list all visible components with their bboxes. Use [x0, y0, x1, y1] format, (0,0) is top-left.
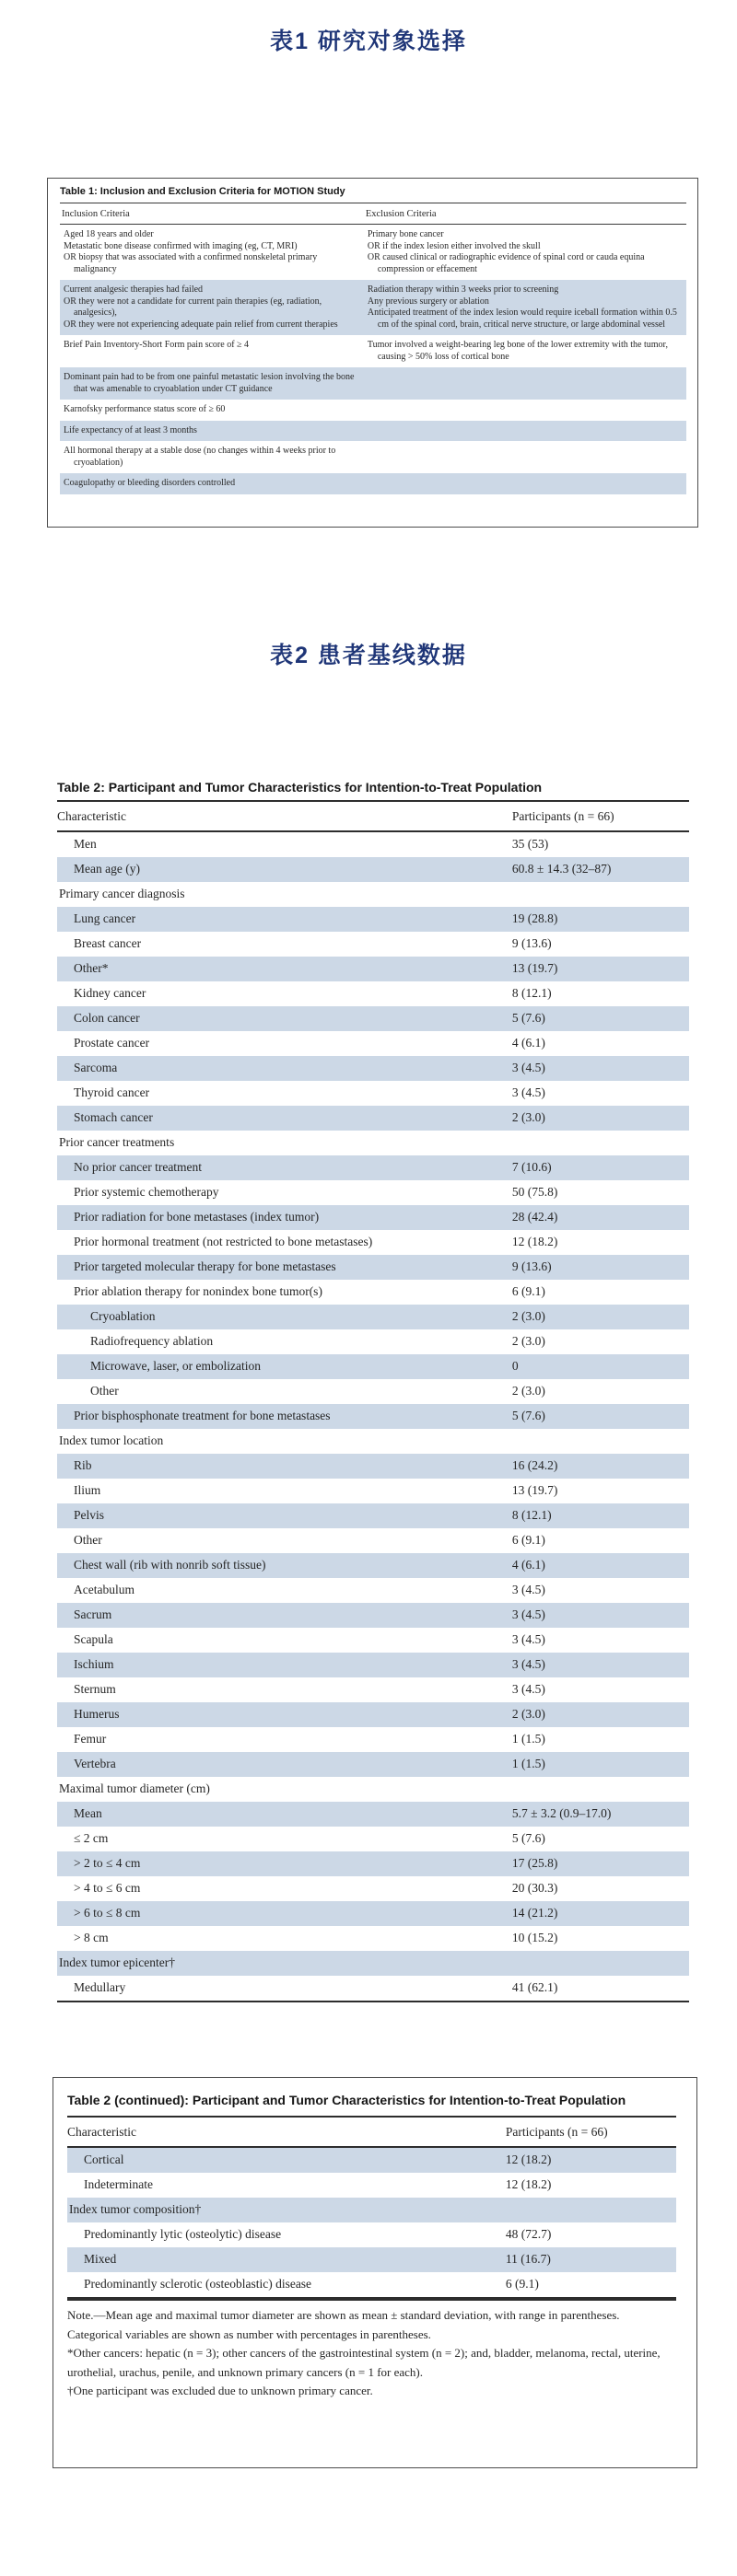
participants-value: 12 (18.2) — [511, 1235, 558, 1248]
characteristic-label: Stomach cancer — [57, 1106, 512, 1131]
characteristic-label: Predominantly sclerotic (osteoblastic) disease — [84, 2277, 312, 2291]
inclusion-cell — [60, 225, 364, 281]
inclusion-criterion: OR they were not experiencing adequate pain relief from current therapies — [64, 319, 338, 330]
criteria-row — [60, 280, 686, 335]
participants-value: 8 (12.1) — [512, 1503, 689, 1528]
characteristic-label: Prior targeted molecular therapy for bone metastases — [57, 1255, 512, 1280]
table-row — [57, 1155, 689, 1180]
participants-value: 1 (1.5) — [512, 1752, 689, 1777]
participants-header: Participants (n = 66) — [512, 801, 689, 831]
participants-value: 1 (1.5) — [511, 1732, 545, 1746]
participants-value: 41 (62.1) — [511, 1980, 558, 1994]
participants-value: 50 (75.8) — [511, 1185, 558, 1199]
inclusion-criterion: OR they were not a candidate for current pain therapies (eg, radiation, analgesics), — [64, 296, 322, 318]
participants-value: 2 (3.0) — [511, 1384, 545, 1398]
characteristic-label: Prior radiation for bone metastases (index tumor) — [57, 1205, 512, 1230]
table-row — [57, 1081, 689, 1106]
characteristic-label: Other — [90, 1384, 119, 1398]
table-row — [67, 2222, 676, 2247]
table-row — [57, 1528, 689, 1553]
characteristic-label: Maximal tumor diameter (cm) — [59, 1781, 210, 1795]
inclusion-cell — [60, 367, 364, 400]
section-row — [57, 882, 689, 907]
participants-value — [512, 882, 689, 907]
participants-value: 14 (21.2) — [512, 1901, 689, 1926]
table-row — [57, 1031, 689, 1056]
exclusion-cell — [364, 225, 686, 281]
characteristic-label: Index tumor composition† — [67, 2198, 506, 2222]
inclusion-criteria-header: Inclusion Criteria — [60, 203, 364, 225]
table-footnotes — [67, 2299, 676, 2401]
characteristic-label: Primary cancer diagnosis — [59, 887, 185, 900]
characteristic-label: > 8 cm — [74, 1931, 109, 1944]
characteristic-label: Prior hormonal treatment (not restricted to bone metastases) — [74, 1235, 373, 1248]
characteristic-label: Ilium — [74, 1483, 101, 1497]
characteristic-label: Sternum — [74, 1682, 116, 1696]
characteristic-label: Femur — [74, 1732, 107, 1746]
participants-value: 48 (72.7) — [505, 2227, 552, 2241]
participants-value: 0 — [512, 1354, 689, 1379]
exclusion-cell — [364, 421, 686, 442]
participants-value: 5 (7.6) — [512, 1404, 689, 1429]
criteria-row — [60, 421, 686, 442]
criteria-row — [60, 367, 686, 400]
characteristic-label: Lung cancer — [57, 907, 512, 932]
characteristic-label: > 4 to ≤ 6 cm — [74, 1881, 141, 1895]
characteristic-header: Characteristic — [57, 801, 512, 831]
section-row — [57, 1429, 689, 1454]
inclusion-cell — [60, 280, 364, 335]
participants-value: 3 (4.5) — [511, 1085, 545, 1099]
section-row — [57, 1777, 689, 1802]
characteristic-label: Ischium — [57, 1653, 512, 1677]
participants-value: 2 (3.0) — [512, 1702, 689, 1727]
exclusion-cell — [364, 473, 686, 494]
exclusion-cell — [364, 335, 686, 367]
participants-value — [512, 1429, 689, 1454]
inclusion-criterion: OR biopsy that was associated with a confirmed nonskeletal primary malignancy — [64, 252, 318, 274]
characteristic-label: Men — [74, 837, 97, 851]
table-row — [67, 2272, 676, 2298]
table1-header-row — [60, 203, 686, 225]
table-row — [57, 1653, 689, 1677]
table-row — [57, 1404, 689, 1429]
characteristic-header: Characteristic — [67, 2117, 506, 2147]
characteristic-label: Prior bisphosphonate treatment for bone metastases — [57, 1404, 512, 1429]
criteria-row — [60, 400, 686, 421]
table-row — [57, 1677, 689, 1702]
table2-continued-title: Table 2 (continued): Participant and Tumor Characteristics for Intention-to-Treat Population — [67, 2093, 626, 2107]
participants-value: 20 (30.3) — [511, 1881, 558, 1895]
participants-value: 3 (4.5) — [511, 1682, 545, 1696]
participants-value: 5.7 ± 3.2 (0.9–17.0) — [512, 1802, 689, 1827]
inclusion-cell — [60, 441, 364, 473]
table-row — [57, 1553, 689, 1578]
characteristic-label: Other — [74, 1533, 102, 1547]
characteristic-label: Mixed — [67, 2247, 506, 2272]
section-heading-table1: 表1 研究对象选择 — [270, 29, 467, 54]
characteristic-label: Radiofrequency ablation — [90, 1334, 214, 1348]
participants-header: Participants (n = 66) — [506, 2117, 676, 2147]
characteristic-label: Index tumor epicenter† — [57, 1951, 512, 1976]
table2-continued-box — [53, 2077, 697, 2468]
characteristic-label: Colon cancer — [57, 1006, 512, 1031]
characteristic-label: Microwave, laser, or embolization — [57, 1354, 512, 1379]
participants-value: 16 (24.2) — [512, 1454, 689, 1479]
table-row — [57, 1255, 689, 1280]
characteristic-label: Cryoablation — [57, 1305, 512, 1329]
inclusion-criterion: Dominant pain had to be from one painful metastatic lesion involving the bone that was amenable to cryoablation under CT guidance — [64, 372, 355, 394]
characteristic-label: > 6 to ≤ 8 cm — [57, 1901, 512, 1926]
table-row — [57, 1851, 689, 1876]
participants-value: 3 (4.5) — [512, 1603, 689, 1628]
participants-value: 2 (3.0) — [511, 1334, 545, 1348]
participants-value — [512, 1951, 689, 1976]
section-row — [57, 1951, 689, 1976]
participant-characteristics-table — [57, 800, 689, 2002]
table-row — [57, 1727, 689, 1752]
participants-value: 35 (53) — [511, 837, 549, 851]
table-row — [57, 1280, 689, 1305]
section-row — [67, 2198, 676, 2222]
participants-value: 10 (15.2) — [511, 1931, 558, 1944]
characteristic-label: Humerus — [57, 1702, 512, 1727]
table-row — [57, 981, 689, 1006]
participants-value: 11 (16.7) — [506, 2247, 676, 2272]
characteristic-label: Chest wall (rib with nonrib soft tissue) — [57, 1553, 512, 1578]
table2-continued-header-row — [67, 2117, 676, 2147]
exclusion-criterion: OR caused clinical or radiographic evidence of spinal cord or cauda equina compression or effacement — [367, 252, 645, 274]
characteristic-label: Predominantly lytic (osteolytic) disease — [84, 2227, 282, 2241]
characteristic-label: Breast cancer — [74, 936, 142, 950]
table1-box — [47, 178, 698, 528]
criteria-row — [60, 225, 686, 281]
table-row — [57, 1305, 689, 1329]
participants-value: 9 (13.6) — [511, 936, 552, 950]
footnote: *Other cancers: hepatic (n = 3); other cancers of the gastrointestinal system (n = 2); and, bladder, melanoma, rectal, uterine, urothelial, urachus, penile, and unknown primary cancers (n = 1 for each). — [67, 2346, 661, 2379]
table-row — [57, 907, 689, 932]
characteristic-label: Sarcoma — [57, 1056, 512, 1081]
participants-value: 5 (7.6) — [512, 1006, 689, 1031]
characteristic-label: > 2 to ≤ 4 cm — [57, 1851, 512, 1876]
exclusion-criterion: OR if the index lesion either involved the skull — [367, 240, 541, 251]
exclusion-cell — [364, 441, 686, 473]
table-row — [57, 1926, 689, 1951]
table-row — [57, 1354, 689, 1379]
characteristic-label: No prior cancer treatment — [57, 1155, 512, 1180]
inclusion-criterion: All hormonal therapy at a stable dose (no changes within 4 weeks prior to cryoablation) — [64, 446, 336, 468]
participants-value: 2 (3.0) — [512, 1305, 689, 1329]
table-row — [57, 831, 689, 857]
inclusion-criterion: Current analgesic therapies had failed — [64, 284, 204, 295]
participants-value: 13 (19.7) — [512, 957, 689, 981]
inclusion-cell — [60, 400, 364, 421]
characteristic-label: Prior cancer treatments — [59, 1135, 175, 1149]
participant-characteristics-continued-table — [67, 2116, 676, 2299]
footnote: †One participant was excluded due to unknown primary cancer. — [67, 2384, 373, 2397]
participants-value: 3 (4.5) — [511, 1632, 545, 1646]
table1-title: Table 1: Inclusion and Exclusion Criteria for MOTION Study — [60, 185, 686, 203]
participants-value: 9 (13.6) — [512, 1255, 689, 1280]
participants-value: 17 (25.8) — [512, 1851, 689, 1876]
table-row — [57, 1180, 689, 1205]
characteristic-label: Indeterminate — [84, 2177, 153, 2191]
exclusion-criterion: Any previous surgery or ablation — [367, 296, 489, 307]
characteristic-label: Kidney cancer — [74, 986, 146, 1000]
characteristic-label: Scapula — [74, 1632, 113, 1646]
footnote: Note.—Mean age and maximal tumor diameter are shown as mean ± standard deviation, with range in parentheses. Categorical variables are shown as number with percentages in parentheses. — [67, 2308, 620, 2341]
exclusion-cell — [364, 400, 686, 421]
table-row — [67, 2173, 676, 2198]
inclusion-criterion: Karnofsky performance status score of ≥ 60 — [64, 404, 226, 414]
characteristic-label: Rib — [57, 1454, 512, 1479]
inclusion-criterion: Metastatic bone disease confirmed with imaging (eg, CT, MRI) — [64, 240, 298, 251]
participants-value — [506, 2198, 676, 2222]
exclusion-criterion: Radiation therapy within 3 weeks prior to screening — [367, 284, 559, 295]
criteria-row — [60, 441, 686, 473]
table-row — [57, 932, 689, 957]
exclusion-criterion: Primary bone cancer — [367, 229, 444, 239]
characteristic-label: Mean — [57, 1802, 512, 1827]
table2-section — [57, 778, 689, 2002]
table-row — [57, 1230, 689, 1255]
inclusion-criterion: Coagulopathy or bleeding disorders controlled — [64, 478, 236, 488]
table-row — [57, 1503, 689, 1528]
characteristic-label: ≤ 2 cm — [74, 1831, 109, 1845]
exclusion-criteria-header: Exclusion Criteria — [364, 203, 686, 225]
exclusion-cell — [364, 367, 686, 400]
exclusion-criterion: Anticipated treatment of the index lesion would require iceball formation within 0.5 cm of the spinal cord, brain, critical nerve structure, or large abdominal vessel — [367, 307, 677, 330]
table-row — [57, 1479, 689, 1503]
table-row — [57, 1329, 689, 1354]
inclusion-criterion: Life expectancy of at least 3 months — [64, 424, 197, 435]
inclusion-criterion: Aged 18 years and older — [64, 229, 154, 239]
table-row — [57, 957, 689, 981]
inclusion-exclusion-table — [60, 203, 686, 494]
participants-value: 5 (7.6) — [511, 1831, 545, 1845]
characteristic-label: Sacrum — [57, 1603, 512, 1628]
participants-value: 6 (9.1) — [505, 2277, 539, 2291]
participants-value: 12 (18.2) — [506, 2147, 676, 2173]
characteristic-label: Prior ablation therapy for nonindex bone tumor(s) — [74, 1284, 322, 1298]
table-row — [57, 1379, 689, 1404]
table2-title: Table 2: Participant and Tumor Characteristics for Intention-to-Treat Population — [57, 780, 543, 795]
table-row — [57, 1628, 689, 1653]
table-row — [67, 2247, 676, 2272]
table-row — [57, 1578, 689, 1603]
characteristic-label: Cortical — [67, 2147, 506, 2173]
participants-value: 12 (18.2) — [505, 2177, 552, 2191]
characteristic-label: Acetabulum — [74, 1583, 135, 1596]
table2-header-row — [57, 801, 689, 831]
participants-value: 4 (6.1) — [511, 1036, 545, 1050]
table-row — [57, 1056, 689, 1081]
table-row — [67, 2147, 676, 2173]
table-row — [57, 1106, 689, 1131]
inclusion-cell — [60, 473, 364, 494]
participants-value: 8 (12.1) — [511, 986, 552, 1000]
table-row — [57, 1802, 689, 1827]
table-row — [57, 1454, 689, 1479]
section-row — [57, 1131, 689, 1155]
table-row — [57, 1702, 689, 1727]
table-row — [57, 857, 689, 882]
exclusion-criterion: Tumor involved a weight-bearing leg bone of the lower extremity with the tumor, causing > 50% loss of cortical bone — [367, 340, 668, 362]
participants-value: 60.8 ± 14.3 (32–87) — [512, 857, 689, 882]
inclusion-cell — [60, 421, 364, 442]
criteria-row — [60, 335, 686, 367]
participants-value — [512, 1777, 689, 1802]
criteria-row — [60, 473, 686, 494]
participants-value — [512, 1131, 689, 1155]
table-row — [57, 1876, 689, 1901]
participants-value: 6 (9.1) — [511, 1284, 545, 1298]
table-row — [57, 1205, 689, 1230]
characteristic-label: Prostate cancer — [74, 1036, 150, 1050]
table-row — [57, 1827, 689, 1851]
characteristic-label: Mean age (y) — [57, 857, 512, 882]
participants-value: 13 (19.7) — [511, 1483, 558, 1497]
table-row — [57, 1976, 689, 2002]
characteristic-label: Prior systemic chemotherapy — [74, 1185, 219, 1199]
participants-value: 3 (4.5) — [512, 1653, 689, 1677]
characteristic-label: Thyroid cancer — [74, 1085, 150, 1099]
section-heading-table2: 表2 患者基线数据 — [270, 643, 467, 668]
inclusion-criterion: Brief Pain Inventory-Short Form pain score of ≥ 4 — [64, 340, 250, 350]
characteristic-label: Index tumor location — [59, 1433, 164, 1447]
table-row — [57, 1752, 689, 1777]
participants-value: 3 (4.5) — [512, 1056, 689, 1081]
participants-value: 7 (10.6) — [512, 1155, 689, 1180]
characteristic-label: Other* — [57, 957, 512, 981]
participants-value: 2 (3.0) — [512, 1106, 689, 1131]
exclusion-cell — [364, 280, 686, 335]
characteristic-label: Pelvis — [57, 1503, 512, 1528]
table-row — [57, 1901, 689, 1926]
inclusion-cell — [60, 335, 364, 367]
characteristic-label: Medullary — [74, 1980, 126, 1994]
participants-value: 4 (6.1) — [512, 1553, 689, 1578]
participants-value: 28 (42.4) — [512, 1205, 689, 1230]
participants-value: 19 (28.8) — [512, 907, 689, 932]
participants-value: 6 (9.1) — [511, 1533, 545, 1547]
table-row — [57, 1006, 689, 1031]
participants-value: 3 (4.5) — [511, 1583, 545, 1596]
table-row — [57, 1603, 689, 1628]
characteristic-label: Vertebra — [57, 1752, 512, 1777]
